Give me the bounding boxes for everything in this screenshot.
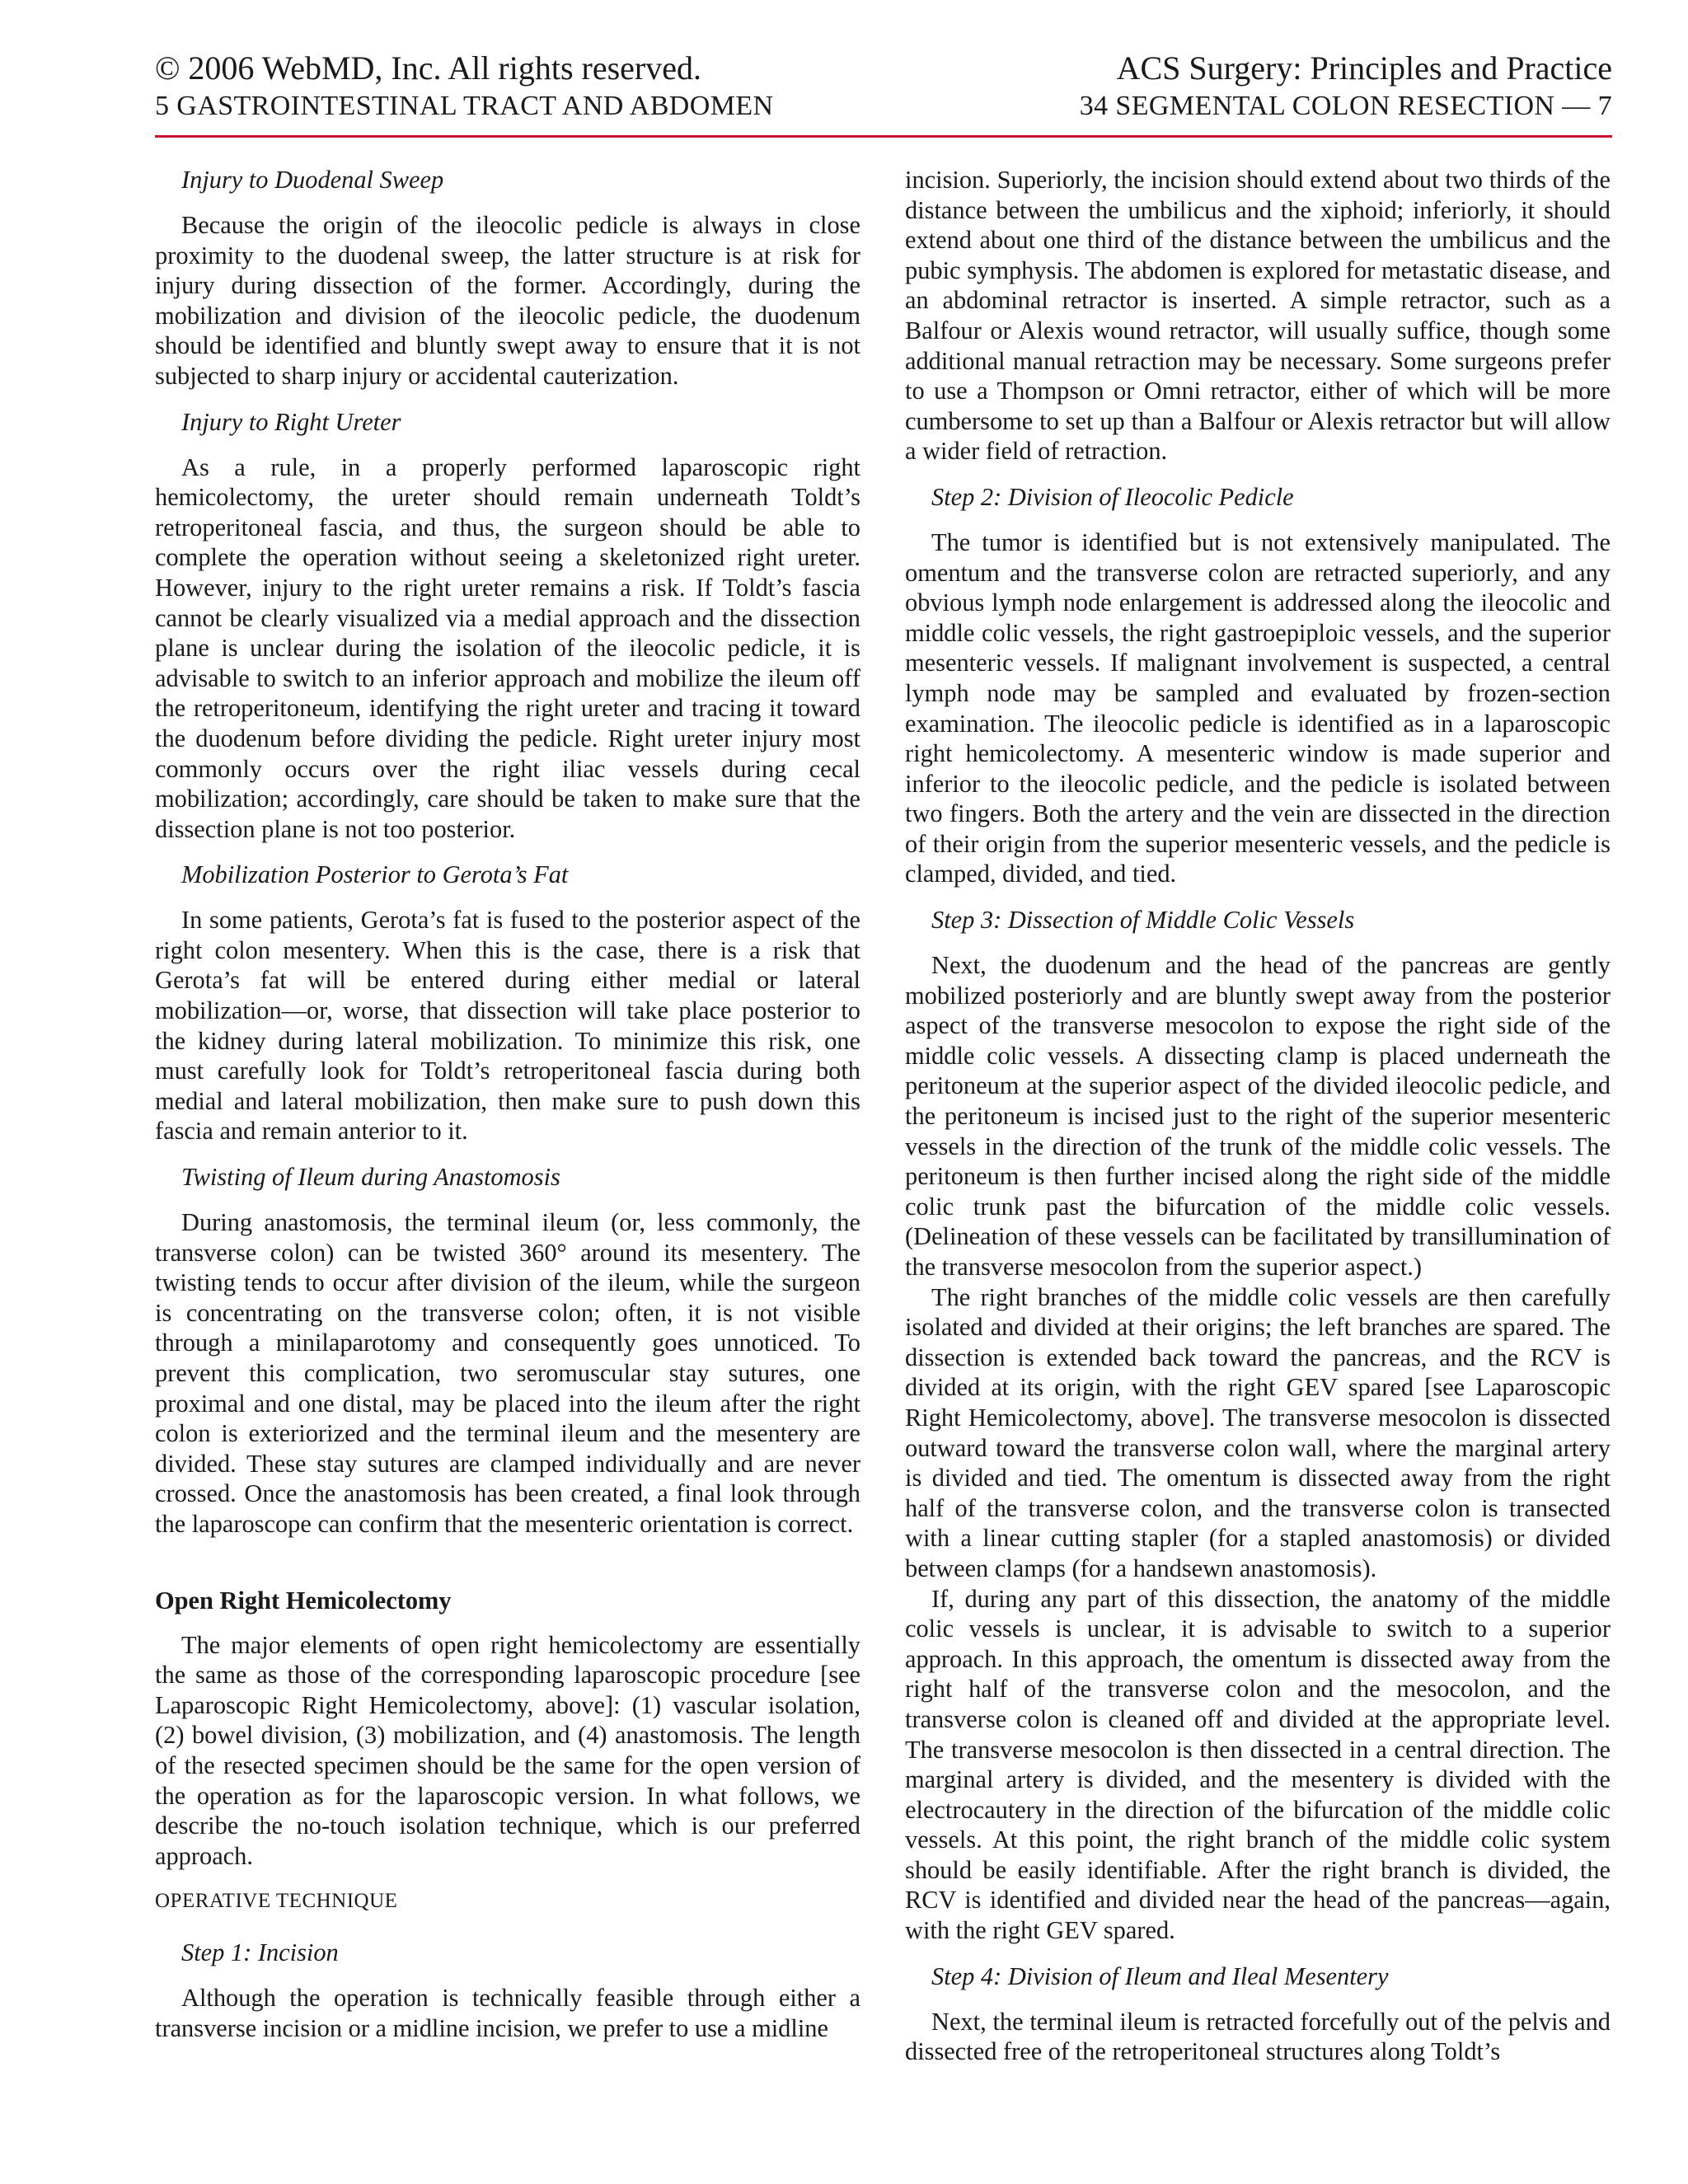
right-column <box>905 165 1611 2067</box>
paragraph-right-ureter: As a rule, in a properly performed laparoscopic right hemicolectomy, the ureter should remain underneath Toldt’s retroperitoneal fascia, and thus, the surgeon should be able to complete the operation without seeing a skeletonized right ureter. However, injury to the right ureter remains a risk. If Toldt’s fascia cannot be clearly visualized via a medial approach and the dissection plane is unclear during the isolation of the ileocolic pedicle, it is advisable to switch to an inferior approach and mobilize the ileum off the retroperitoneum, identifying the right ureter and tracing it toward the duodenum before dividing the pedicle. Right ureter injury most commonly occurs over the right iliac vessels during cecal mobilization; accordingly, care should be taken to make sure that the dissection plane is not too posterior. <box>155 452 860 843</box>
section-title: 5 GASTROINTESTINAL TRACT AND ABDOMEN <box>155 91 774 121</box>
paragraph-gerota-fat: In some patients, Gerota’s fat is fused to the posterior aspect of the right colon mesentery. When this is the case, there is a risk that Gerota’s fat will be entered during either medial or lateral mobilization—or, worse, that dissection will take place posterior to the kidney during lateral mobilization. To minimize this risk, one must carefully look for Toldt’s retroperitoneal fascia during both medial and lateral mobilization, then make sure to push down this fascia and remain anterior to it. <box>155 906 860 1146</box>
book-title: ACS Surgery: Principles and Practice <box>1116 49 1612 87</box>
paragraph-duodenal-sweep: Because the origin of the ileocolic pedicle is always in close proximity to the duodenal sweep, the latter structure is at risk for injury during dissection of the former. Accordingly, during the mobilization and division of the ileocolic pedicle, the duodenum should be identified and bluntly swept away to ensure that it is not subjected to sharp injury or accidental cauterization. <box>155 211 860 390</box>
subhead-right-ureter: Injury to Right Ureter <box>181 407 401 436</box>
section-open-right-hemicolectomy: Open Right Hemicolectomy <box>155 1586 452 1615</box>
paragraph-open-right-hemicolectomy: The major elements of open right hemicolectomy are essentially the same as those of the corresponding laparoscopic procedure [see Laparoscopic Right Hemicolectomy, above]: (1) vascular isolation, (2) bowel division, (3) mobilization, and (4) anastomosis. The length of the resected specimen should be the same for the open version of the operation as for the laparoscopic version. In what follows, we describe the no-touch isolation technique, which is our preferred approach. <box>155 1630 860 1870</box>
paragraph-step1-incision: Although the operation is technically feasible through either a transverse incision or a midline incision, we prefer to use a midline <box>155 1984 860 2042</box>
paragraph-step3-part2: The right branches of the middle colic vessels are then carefully isolated and divided at their origins; the left branches are spared. The dissection is extended back toward the pancreas, and the RCV is divided at its origin, with the right GEV spared [see Laparoscopic Right Hemicolectomy, above]. The transverse mesocolon is dissected outward toward the transverse colon wall, where the marginal artery is divided and tied. The omentum is dissected away from the right half of the transverse colon, and the transverse colon is transected with a linear cutting stapler (for a stapled anastomosis) or divided between clamps (for a handsewn anastomosis). <box>905 1282 1611 1582</box>
header-right <box>1080 49 1612 125</box>
copyright-line: © 2006 WebMD, Inc. All rights reserved. <box>155 49 701 87</box>
paragraph-step4-ileum-mesentery: Next, the terminal ileum is retracted forcefully out of the pelvis and dissected free of the retroperitoneal structures along Toldt’s <box>905 2007 1611 2066</box>
subhead-step3-middle-colic: Step 3: Dissection of Middle Colic Vessels <box>931 906 1355 935</box>
subhead-twisting-ileum: Twisting of Ileum during Anastomosis <box>181 1163 560 1192</box>
subhead-step2-ileocolic-pedicle: Step 2: Division of Ileocolic Pedicle <box>931 482 1294 511</box>
heading-operative-technique: OPERATIVE TECHNIQUE <box>155 1890 398 1913</box>
subhead-step1-incision: Step 1: Incision <box>181 1938 339 1967</box>
subhead-gerota-fat: Mobilization Posterior to Gerota’s Fat <box>181 860 569 889</box>
paragraph-twisting-ileum: During anastomosis, the terminal ileum (or, less commonly, the transverse colon) can be twisted 360° around its mesentery. The twisting tends to occur after division of the ileum, while the surgeon is concentrating on the transverse colon; often, it is not visible through a minilaparotomy and consequently goes unnoticed. To prevent this complication, two seromuscular stay sutures, one proximal and one distal, may be placed into the ileum after the right colon is exteriorized and the terminal ileum and the mesentery are divided. These stay sutures are clamped individually and are never crossed. Once the anastomosis has been created, a final look through the laparoscope can confirm that the mesenteric orientation is correct. <box>155 1208 860 1538</box>
header-left <box>155 49 773 125</box>
paragraph-step2-ileocolic-pedicle: The tumor is identified but is not extensively manipulated. The omentum and the transverse colon are retracted superiorly, and any obvious lymph node enlargement is addressed along the ileocolic and middle colic vessels, the right gastroepiploic vessels, and the superior mesenteric vessels. If malignant involvement is suspected, a central lymph node may be sampled and evaluated by frozen-section examination. The ileocolic pedicle is identified as in a laparoscopic right hemicolectomy. A mesenteric window is made superior and inferior to the ileocolic pedicle, and the pedicle is isolated between two fingers. Both the artery and the vein are dissected in the direction of their origin from the superior mesenteric vessels, and the pedicle is clamped, divided, and tied. <box>905 527 1611 888</box>
subhead-duodenal-sweep: Injury to Duodenal Sweep <box>181 166 444 194</box>
paragraph-incision-continued: incision. Superiorly, the incision should extend about two thirds of the distance between the umbilicus and the xiphoid; inferiorly, it should extend about one third of the distance between the umbilicus and the pubic symphysis. The abdomen is explored for metastatic disease, and an abdominal retractor is inserted. A simple retractor, such as a Balfour or Alexis wound retractor, will usually suffice, though some additional manual retraction may be necessary. Some surgeons prefer to use a Thompson or Omni retractor, either of which will be more cumbersome to set up than a Balfour or Alexis retractor but will allow a wider field of retraction. <box>905 166 1611 466</box>
chapter-title: 34 SEGMENTAL COLON RESECTION — 7 <box>1079 91 1612 121</box>
paragraph-step3-part1: Next, the duodenum and the head of the pancreas are gently mobilized posteriorly and are bluntly swept away from the posterior aspect of the transverse mesocolon to expose the right side of the middle colic vessels. A dissecting clamp is placed underneath the peritoneum at the superior aspect of the divided ileocolic pedicle, and the peritoneum is incised just to the right of the superior mesenteric vessels in the direction of the trunk of the middle colic vessels. The peritoneum is then further incised along the right side of the middle colic trunk past the bifurcation of the middle colic vessels. (Delineation of these vessels can be facilitated by transillumination of the transverse mesocolon from the superior aspect.) <box>905 951 1611 1281</box>
left-column <box>155 165 860 2044</box>
running-header <box>155 49 1612 138</box>
subhead-step4-ileum-mesentery: Step 4: Division of Ileum and Ileal Mesentery <box>931 1961 1389 1990</box>
paragraph-step3-part3: If, during any part of this dissection, the anatomy of the middle colic vessels is unclear, it is advisable to switch to a superior approach. In this approach, the omentum is dissected away from the right half of the transverse colon and the mesocolon, and the transverse colon is cleaned off and divided at the appropriate level. The transverse mesocolon is then dissected in a central direction. The marginal artery is divided, and the mesentery is divided with the electrocautery in the direction of the bifurcation of the middle colic vessels. At this point, the right branch of the middle colic system should be easily identifiable. After the right branch is divided, the RCV is identified and divided near the head of the pancreas—again, with the right GEV spared. <box>905 1584 1611 1945</box>
